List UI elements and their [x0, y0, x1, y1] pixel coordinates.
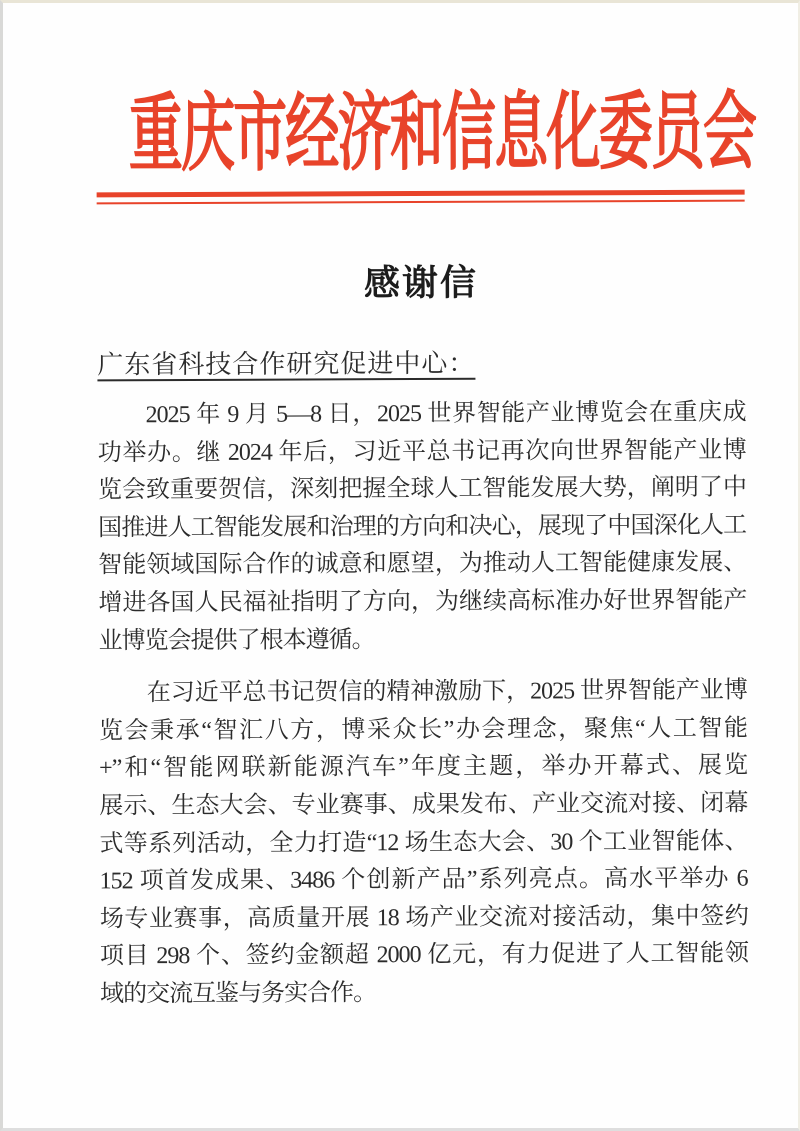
- salutation-line: [97, 346, 745, 383]
- letter-paragraph-1: [98, 395, 747, 661]
- letter-line: 场专业赛事，高质量开展 18 场产业交流对接活动，集中签约: [99, 903, 748, 933]
- letter-line: 增进各国人民福祉指明了方向，为继续高标准办好世界智能产: [98, 587, 747, 617]
- salutation-recipient: 广东省科技合作研究促进中心：: [97, 348, 476, 380]
- letter-line: 152 项首发成果、3486 个创新产品”系列亮点。高水平举办 6: [99, 865, 748, 895]
- letter-line: 览会致重要贺信，深刻把握全球人工智能发展大势，阐明了中: [97, 474, 746, 504]
- letter-line: 览会秉承“智汇八方，博采众长”办会理念，聚焦“人工智能: [98, 715, 748, 745]
- letter-line: +”和“智能网联新能源汽车”年度主题，举办开幕式、展览: [99, 752, 748, 782]
- letter-content: [96, 2, 756, 1014]
- letter-title: 感谢信: [363, 262, 479, 304]
- letter-line: 功举办。继 2024 年后，习近平总书记再次向世界智能产业博: [97, 437, 746, 467]
- letter-line: 国推进人工智能发展和治理的方向和决心，展现了中国深化人工: [98, 512, 747, 542]
- letter-line: 项目 298 个、签约金额超 2000 亿元，有力促进了人工智能领: [99, 940, 749, 970]
- letter-line: 在习近平总书记贺信的精神激励下，2025 世界智能产业博: [146, 677, 747, 707]
- letterhead-rule-thick: [97, 190, 745, 198]
- letter-line: 业博览会提供了根本遵循。: [98, 626, 375, 654]
- letter-paragraph-2: [99, 673, 748, 1014]
- letterhead-rule-thin: [97, 200, 745, 205]
- letter-line: 展示、生态大会、专业赛事、成果发布、产业交流对接、闭幕: [99, 790, 748, 820]
- letter-line: 式等系列活动，全力打造“12 场生态大会、30 个工业智能体、: [99, 828, 748, 857]
- letterhead-org-name: 重庆市经济和信息化委员会: [128, 85, 756, 182]
- letter-line: 2025 年 9 月 5—8 日，2025 世界智能产业博览会在重庆成: [145, 399, 746, 429]
- letter-line: 智能领域国际合作的诚意和愿望，为推动人工智能健康发展、: [98, 549, 747, 579]
- letter-line: 域的交流互鉴与务实合作。: [100, 980, 377, 1008]
